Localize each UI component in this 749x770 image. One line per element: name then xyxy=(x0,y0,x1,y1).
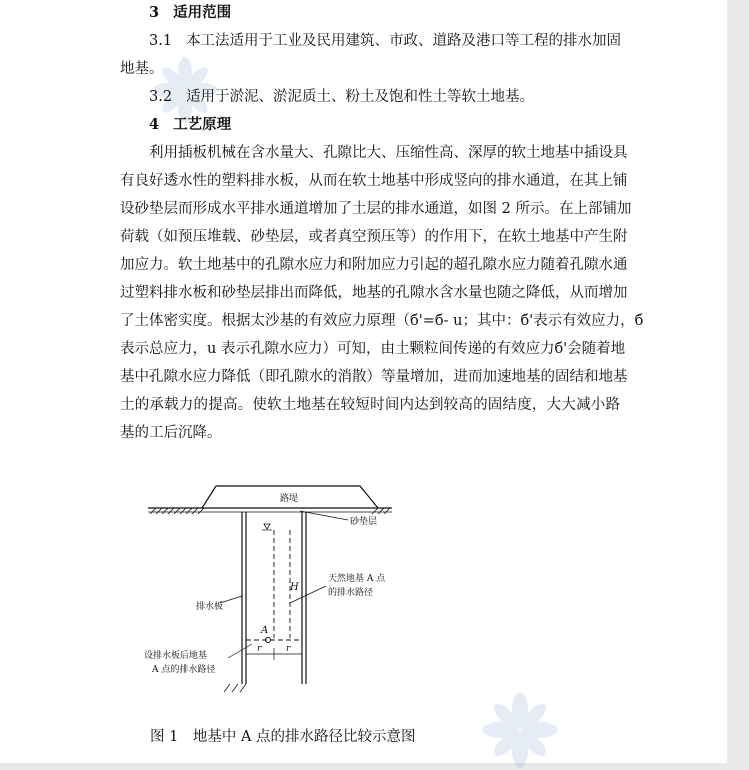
paragraph-line: 了土体密实度。根据太沙基的有效应力原理（б'=б- u；其中：б'表示有效应力，б xyxy=(120,313,644,329)
section-title: 工艺原理 xyxy=(173,116,232,133)
after-path-label: A 点的排水路径 xyxy=(152,665,216,675)
natural-path-label: 的排水路径 xyxy=(328,588,374,598)
paragraph-line: 过塑料排水板和砂垫层排出而降低，地基的孔隙水含水量也随之降低，从而增加 xyxy=(120,285,628,301)
paragraph-line: 荷载（如预压堆载、砂垫层，或者真空预压等）的作用下，在软土地基中产生附 xyxy=(120,229,628,245)
sand-cushion-label: 砂垫层 xyxy=(350,517,378,527)
height-label: H xyxy=(290,582,299,593)
paragraph-line: 表示总应力，u 表示孔隙水应力）可知，由土颗粒间传递的有效应力б'会随着地 xyxy=(120,341,626,357)
radius-label: r xyxy=(257,644,262,654)
section-number: 3 xyxy=(149,4,160,21)
item-number: 3.1 xyxy=(149,33,173,49)
embankment-label: 路堤 xyxy=(280,494,299,504)
watermark-flower-icon xyxy=(480,690,560,770)
section-number: 4 xyxy=(149,116,160,133)
item-number: 3.2 xyxy=(149,89,173,105)
paragraph-line: 基的工后沉降。 xyxy=(120,425,222,441)
paragraph-line: 有良好透水性的塑料排水板，从而在软土地基中形成竖向的排水通道，在其上铺 xyxy=(120,173,628,189)
section-4-heading xyxy=(149,116,649,134)
item-text: 本工法适用于工业及民用建筑、市政、道路及港口等工程的排水加固 xyxy=(186,33,622,49)
paragraph-line: 设砂垫层而形成水平排水通道增加了土层的排水通道，如图 2 所示。在上部铺加 xyxy=(120,201,632,217)
drainage-path-diagram xyxy=(140,478,400,698)
water-level-icon xyxy=(264,524,270,529)
radius-label: r xyxy=(286,644,291,654)
item-text: 适用于淤泥、淤泥质土、粉土及饱和性土等软土地基。 xyxy=(186,89,535,105)
bottom-hatching xyxy=(224,684,246,692)
paragraph-line: 基中孔隙水应力降低（即孔隙水的消散）等量增加，进而加速地基的固结和地基 xyxy=(120,369,628,385)
after-path-leader xyxy=(228,644,252,658)
section-3-1-line-2: 地基。 xyxy=(120,61,164,77)
paragraph-line: 土的承载力的提高。使软土地基在较短时间内达到较高的固结度，大大减小路 xyxy=(120,397,620,413)
section-title: 适用范围 xyxy=(173,4,232,21)
figure-caption: 图 1 地基中 A 点的排水路径比较示意图 xyxy=(150,729,416,745)
natural-path-label: 天然地基 A 点 xyxy=(328,574,386,584)
after-path-label: 设排水板后地基 xyxy=(144,651,208,661)
section-3-1-line-1 xyxy=(149,32,649,50)
paragraph-line: 加应力。软土地基中的孔隙水应力和附加应力引起的超孔隙水应力随着孔隙水通 xyxy=(120,257,628,273)
section-3-heading xyxy=(149,4,649,22)
point-a-label: A xyxy=(261,625,269,636)
drain-board-leader xyxy=(220,596,242,603)
drain-board-label: 排水板 xyxy=(196,602,224,612)
page-margin-background xyxy=(727,0,749,763)
ground-hatching xyxy=(150,508,390,514)
section-3-2 xyxy=(149,88,649,106)
paragraph-line: 利用插板机械在含水量大、孔隙比大、压缩性高、深厚的软土地基中插设具 xyxy=(149,145,628,161)
